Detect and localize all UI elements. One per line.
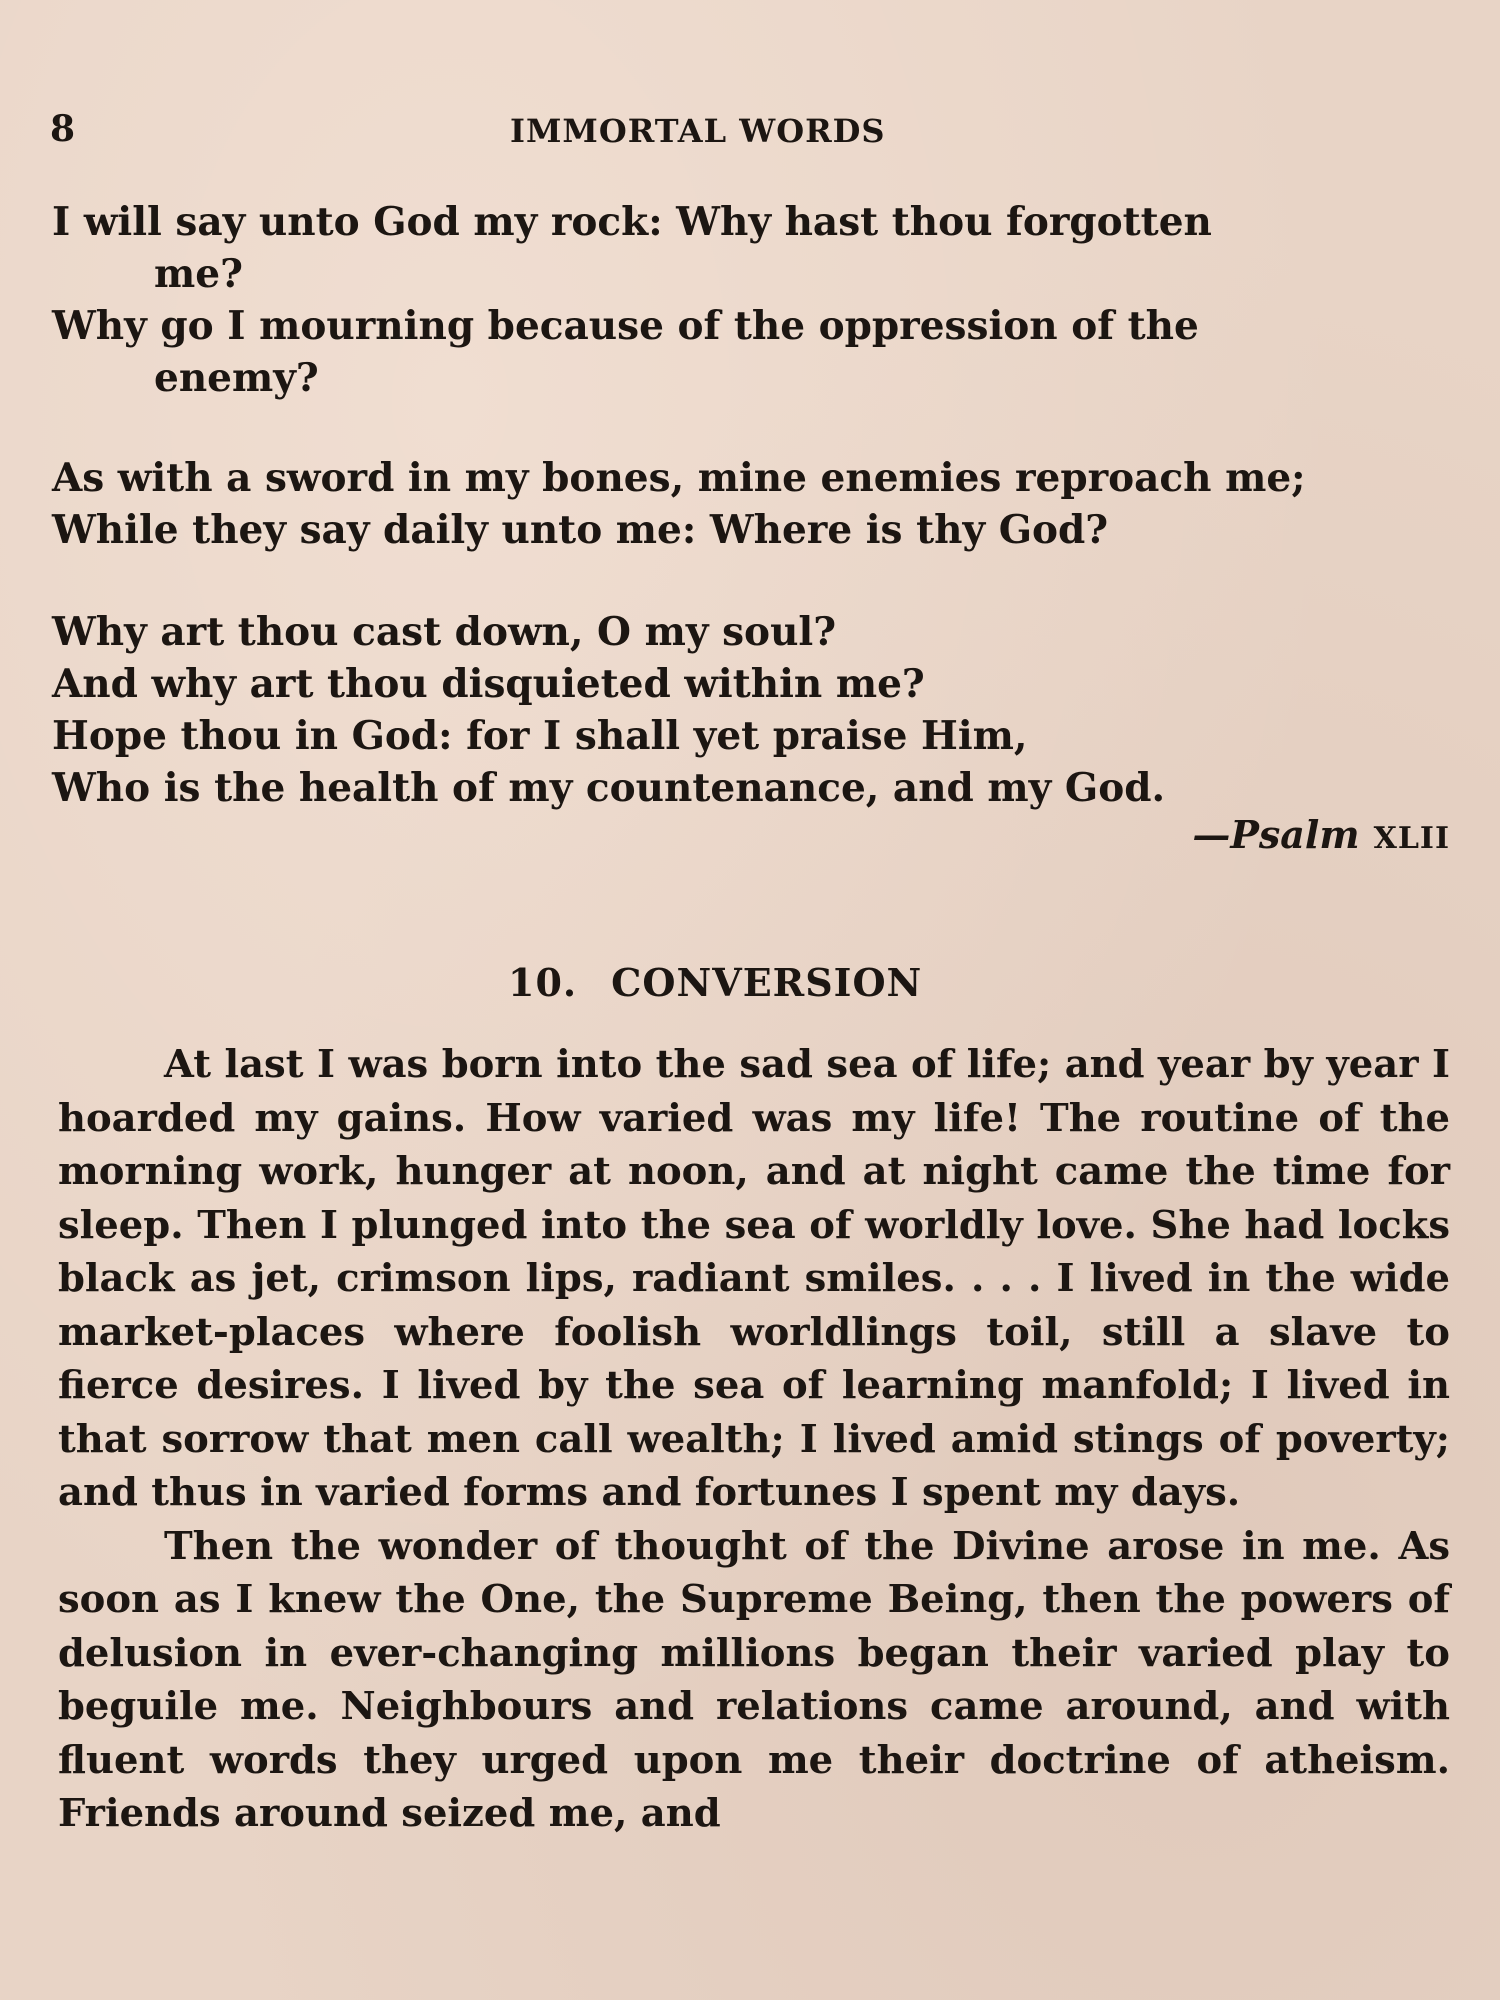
section-body <box>58 1038 1450 1841</box>
verse-line: As with a sword in my bones, mine enemies reproach me; <box>52 455 1306 501</box>
psalm-stanza-3 <box>52 606 1452 814</box>
paragraph: Then the wonder of thought of the Divine arose in me. As soon as I knew the One, the Supreme Being, then the powers of delusion in ever-changing millions began their varied play to beguile me. Neighbours and relations came around, and with fluent words they urged upon me their doctrine of atheism. Friends around seized me, and <box>58 1523 1450 1836</box>
attribution-name: —Psalm <box>1192 812 1360 857</box>
section-heading <box>508 960 922 1005</box>
psalm-attribution <box>1192 812 1450 857</box>
section-number: 10. <box>508 960 578 1005</box>
verse-line: And why art thou disquieted within me? <box>52 661 925 707</box>
verse-line: I will say unto God my rock: Why hast thou forgotten <box>52 199 1212 245</box>
running-head <box>50 108 1450 158</box>
verse-line: Why art thou cast down, O my soul? <box>52 609 837 655</box>
verse-line: Who is the health of my countenance, and my God. <box>52 765 1166 811</box>
page-number: 8 <box>50 108 76 150</box>
verse-line: Why go I mourning because of the oppression of the <box>52 303 1199 349</box>
attribution-number: XLII <box>1373 821 1450 856</box>
section-title: CONVERSION <box>611 960 923 1005</box>
psalm-stanza-2 <box>52 452 1452 556</box>
verse-line: While they say daily unto me: Where is thy God? <box>52 507 1109 553</box>
paragraph: At last I was born into the sad sea of life; and year by year I hoarded my gains. How varied was my life! The routine of the morning work, hunger at noon, and at night came the time for sleep. Then I plunged into the sea of worldly love. She had locks black as jet, crimson lips, radiant smiles. . . . I lived in the wide market-places where foolish worldlings toil, still a slave to fierce desires. I lived by the sea of learning manfold; I lived in that sorrow that men call wealth; I lived amid stings of poverty; and thus in varied forms and fortunes I spent my days. <box>58 1042 1450 1515</box>
running-title: IMMORTAL WORDS <box>510 112 886 150</box>
psalm-stanza-1 <box>52 196 1452 404</box>
verse-line-continuation: me? <box>154 251 243 297</box>
verse-line-continuation: enemy? <box>154 355 319 401</box>
verse-line: Hope thou in God: for I shall yet praise Him, <box>52 713 1028 759</box>
